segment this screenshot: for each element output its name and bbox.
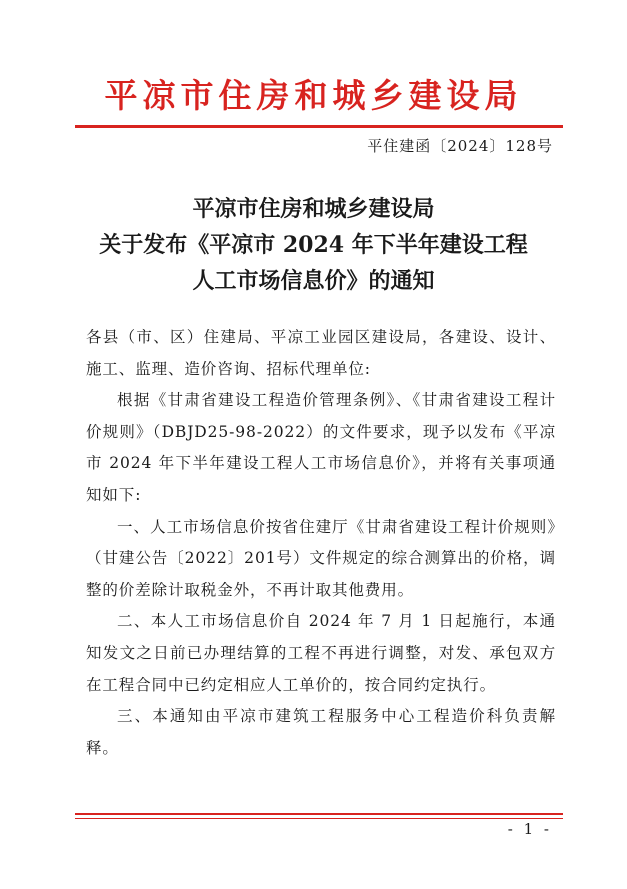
title-line-1: 平凉市住房和城乡建设局 (192, 196, 435, 222)
footer-red-rule-top (75, 813, 563, 815)
addressee-paragraph: 各县（市、区）住建局、平凉工业园区建设局，各建设、设计、施工、监理、造价咨询、招标代理单位: (86, 328, 556, 378)
title-line-3: 人工市场信息价》的通知 (192, 268, 435, 294)
item-3-paragraph: 三、本通知由平凉市建筑工程服务中心工程造价科负责解释。 (86, 707, 556, 757)
item-1-paragraph: 一、人工市场信息价按省住建厅《甘肃省建设工程计价规则》（甘建公告〔2022〕201号）文件规定的综合测算出的价格，调整的价差除计取税金外，不再计取其他费用。 (86, 517, 556, 599)
intro-paragraph: 根据《甘肃省建设工程造价管理条例》、《甘肃省建设工程计价规则》（DBJD25-98-2022）的文件要求，现予以发布《平凉市 2024 年下半年建设工程人工市场信息价》，并将有关事项通知如下: (86, 391, 556, 504)
page-number: - 1 - (507, 820, 552, 838)
agency-header: 平凉市住房和城乡建设局 (104, 76, 523, 115)
footer-red-rule-bottom (75, 818, 563, 819)
document-number: 平住建函〔2024〕128号 (367, 137, 553, 155)
item-2-paragraph: 二、本人工市场信息价自 2024 年 7 月 1 日起施行，本通知发文之日前已办理结算的工程不再进行调整，对发、承包双方在工程合同中已约定相应人工单价的，按合同约定执行。 (86, 612, 556, 694)
header-red-rule (75, 125, 563, 128)
document-body (86, 322, 556, 764)
title-line-2: 关于发布《平凉市 2024 年下半年建设工程 (99, 232, 528, 258)
document-title (0, 191, 627, 299)
